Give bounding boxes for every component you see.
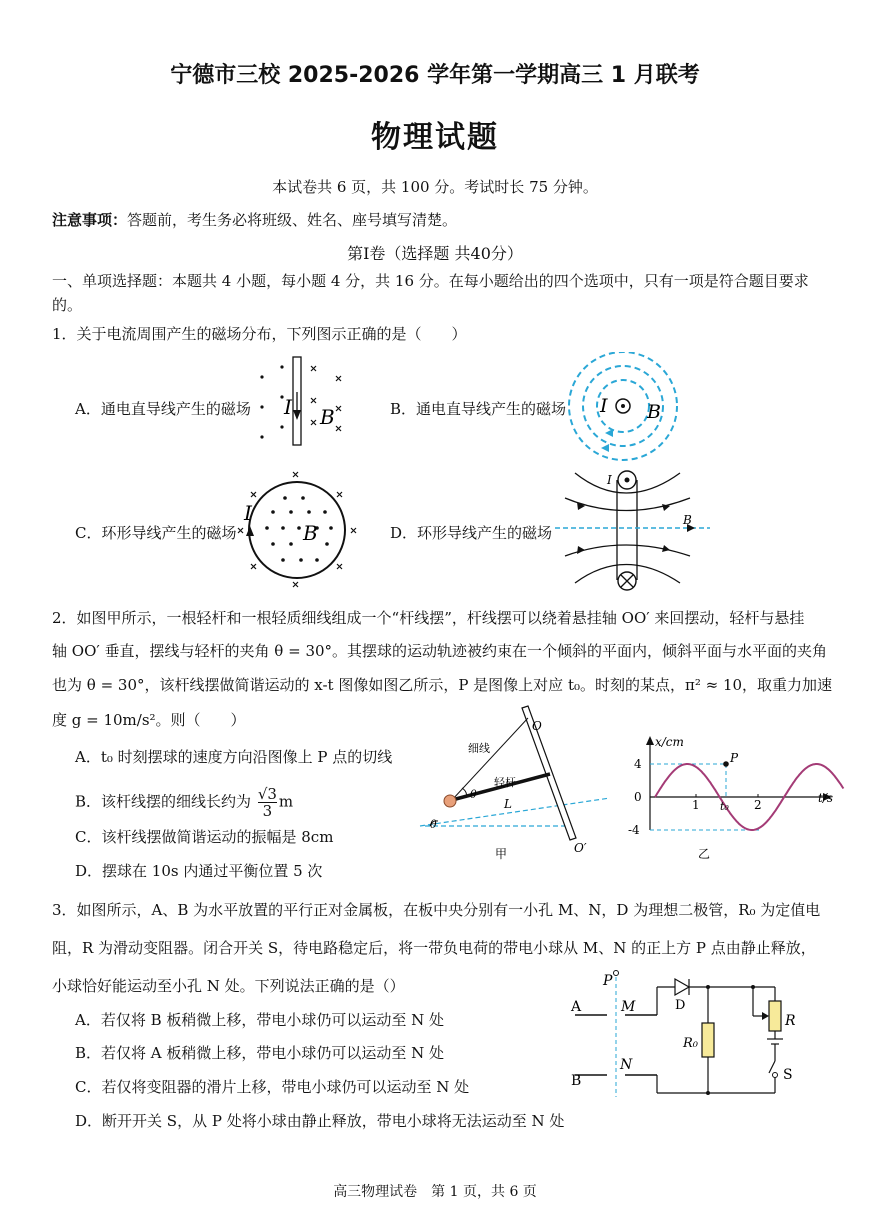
q1-option-d: D．环形导线产生的磁场 [390, 524, 553, 542]
q1-figure-a [250, 352, 360, 452]
q1-figure-c [235, 470, 365, 590]
y-tick-4: 4 [634, 757, 642, 771]
axis-o-label: O [532, 719, 542, 733]
q1-option-b: B．通电直导线产生的磁场 [390, 400, 567, 418]
x-tick-2: 2 [754, 798, 762, 812]
q2-option-d: D．摆球在 10s 内通过平衡位置 5 次 [75, 862, 323, 880]
r0-label: R₀ [683, 1036, 698, 1051]
q2-figure-jia [410, 700, 610, 860]
fraction [258, 786, 277, 819]
fraction-numerator: √3 [257, 785, 277, 803]
q2-stem-line3: 也为 θ = 30°，该杆线摆做简谐运动的 x-t 图像如图乙所示，P 是图像上对应 t₀。时刻的某点，π² ≈ 10，取重力加速 [52, 676, 833, 694]
figure-caption: 甲 [495, 847, 508, 860]
diode-label: D [675, 998, 686, 1013]
subject-title: 物理试题 [371, 120, 499, 155]
q3-stem-line1: 3．如图所示，A、B 为水平放置的平行正对金属板，在板中央分别有一小孔 M、N，D 为理想二极管，R₀ 为定值电 [52, 901, 821, 919]
thread-label: 细线 [468, 742, 490, 755]
q1-figure-b [565, 352, 695, 462]
q2-figure-yi-chart [620, 700, 850, 860]
switch-label: S [783, 1067, 793, 1083]
hole-m-label: M [621, 999, 636, 1015]
page-footer: 高三物理试卷 第 1 页，共 6 页 [333, 1184, 537, 1200]
q1-option-c: C．环形导线产生的磁场 [75, 524, 237, 542]
axis-o-prime-label: O′ [574, 841, 587, 855]
field-label: B [683, 513, 692, 527]
x-axis-label: t/s [818, 791, 834, 805]
fraction-denominator: 3 [262, 802, 273, 820]
q3-option-c: C．若仅将变阻器的滑片上移，带电小球仍可以运动至 N 处 [75, 1078, 470, 1096]
current-label: I [607, 473, 612, 487]
q3-option-d: D．断开开关 S，从 P 处将小球由静止释放，带电小球将无法运动至 N 处 [75, 1112, 565, 1130]
current-label: I [284, 395, 292, 419]
q3-circuit-figure [565, 965, 805, 1105]
y-tick-minus4: -4 [628, 823, 640, 837]
r-label: R [785, 1013, 796, 1029]
notice [52, 210, 457, 230]
y-tick-0: 0 [634, 790, 642, 804]
q2-stem-line4: 度 g = 10m/s²。则（ ） [52, 711, 246, 729]
unit: m [278, 792, 294, 811]
plate-b-label: B [571, 1073, 582, 1089]
q2-stem-line2: 轴 OO′ 垂直，摆线与轻杆的夹角 θ = 30°。其摆球的运动轨迹被约束在一个倾斜的平面内，倾斜平面与水平面的夹角 [52, 642, 828, 660]
angle-label: θ [470, 788, 477, 801]
field-label: B [647, 401, 661, 423]
y-axis-label: x/cm [655, 735, 684, 749]
angle-label: θ [430, 818, 437, 831]
exam-info: 本试卷共 6 页，共 100 分。考试时长 75 分钟。 [272, 178, 598, 196]
figure-caption: 乙 [698, 847, 711, 860]
plate-a-label: A [571, 999, 582, 1015]
p-label: P [603, 973, 613, 989]
part1-instructions-cont: 的。 [52, 296, 83, 314]
q2-option-b-text: B．该杆线摆的细线长约为 [75, 792, 252, 811]
field-label: B [303, 521, 318, 545]
notice-label: 注意事项： [52, 211, 128, 229]
t0-label: t₀ [720, 800, 729, 813]
point-p [723, 761, 729, 767]
notice-text: 答题前，考生务必将班级、姓名、座号填写清楚。 [127, 211, 458, 229]
part1-instructions: 一、单项选择题：本题共 4 小题，每小题 4 分，共 16 分。在每小题给出的四个选项中，只有一项是符合题目要求 [52, 272, 809, 290]
p-label: P [730, 751, 739, 765]
current-label: I [244, 501, 252, 525]
length-label: L [504, 797, 512, 811]
q3-option-a: A．若仅将 B 板稍微上移，带电小球仍可以运动至 N 处 [75, 1011, 445, 1029]
q2-option-c: C．该杆线摆做简谐运动的振幅是 8cm [75, 828, 334, 846]
q2-option-b [75, 786, 293, 819]
rod-label: 轻杆 [494, 776, 516, 789]
q3-stem-line3: 小球恰好能运动至小孔 N 处。下列说法正确的是（） [52, 977, 405, 995]
q1-stem: 1．关于电流周围产生的磁场分布，下列图示正确的是（ ） [52, 325, 467, 343]
x-tick-1: 1 [692, 798, 700, 812]
exam-title: 宁德市三校 2025-2026 学年第一学期高三 1 月联考 [170, 63, 700, 88]
volume-heading: 第Ⅰ卷（选择题 共40分） [347, 244, 523, 263]
hole-n-label: N [620, 1057, 633, 1073]
q2-option-a: A．t₀ 时刻摆球的速度方向沿图像上 P 点的切线 [75, 748, 393, 766]
field-label: B [320, 405, 335, 429]
current-label: I [600, 395, 608, 417]
q1-option-a: A．通电直导线产生的磁场 [75, 400, 251, 418]
q3-option-b: B．若仅将 A 板稍微上移，带电小球仍可以运动至 N 处 [75, 1044, 445, 1062]
q1-figure-d [555, 468, 715, 593]
q2-stem-line1: 2．如图甲所示，一根轻杆和一根轻质细线组成一个“杆线摆”，杆线摆可以绕着悬挂轴 OO′ 来回摆动，轻杆与悬挂 [52, 609, 805, 627]
q3-stem-line2: 阻，R 为滑动变阻器。闭合开关 S，待电路稳定后，将一带负电荷的带电小球从 M、N 的正上方 P 点由静止释放， [52, 939, 816, 957]
